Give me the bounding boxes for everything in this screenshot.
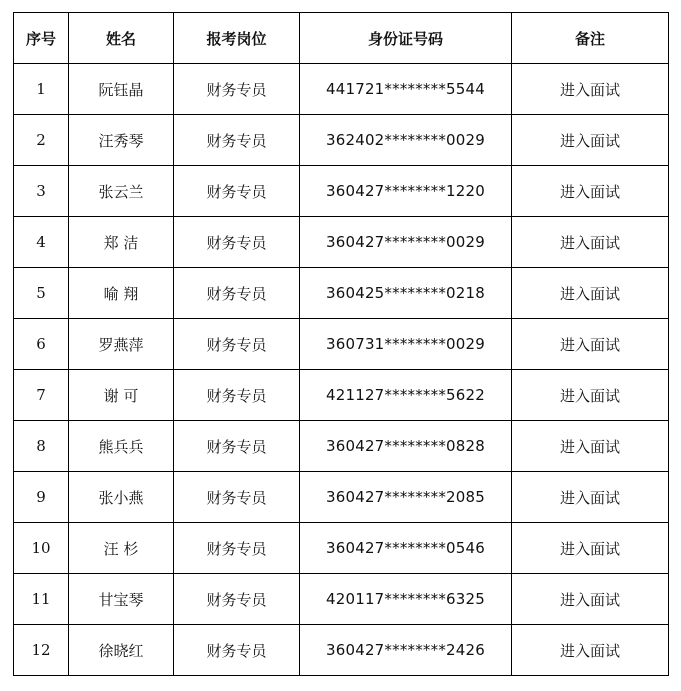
table-row — [14, 370, 669, 421]
row-id-number: 360427********0546 — [300, 523, 512, 574]
row-post: 财务专员 — [174, 625, 300, 676]
row-seq: 9 — [14, 472, 69, 523]
table-row — [14, 574, 669, 625]
row-seq: 10 — [14, 523, 69, 574]
row-id-number: 360731********0029 — [300, 319, 512, 370]
row-name: 郑 洁 — [69, 217, 174, 268]
row-note: 进入面试 — [512, 370, 669, 421]
row-note: 进入面试 — [512, 523, 669, 574]
header-name: 姓名 — [69, 13, 174, 64]
row-post: 财务专员 — [174, 166, 300, 217]
row-name: 汪秀琴 — [69, 115, 174, 166]
row-id-number: 360427********2085 — [300, 472, 512, 523]
row-seq: 1 — [14, 64, 69, 115]
row-note: 进入面试 — [512, 625, 669, 676]
row-id-number: 360427********1220 — [300, 166, 512, 217]
row-note: 进入面试 — [512, 217, 669, 268]
table-row — [14, 523, 669, 574]
table-row — [14, 319, 669, 370]
row-post: 财务专员 — [174, 64, 300, 115]
row-post: 财务专员 — [174, 115, 300, 166]
row-seq: 4 — [14, 217, 69, 268]
row-id-number: 421127********5622 — [300, 370, 512, 421]
row-name: 熊兵兵 — [69, 421, 174, 472]
row-id-number: 360427********0029 — [300, 217, 512, 268]
row-post: 财务专员 — [174, 472, 300, 523]
candidate-table — [13, 12, 669, 676]
table-row — [14, 64, 669, 115]
header-row — [14, 13, 669, 64]
table-row — [14, 268, 669, 319]
row-name: 汪 杉 — [69, 523, 174, 574]
header-id-number: 身份证号码 — [300, 13, 512, 64]
row-post: 财务专员 — [174, 523, 300, 574]
header-note: 备注 — [512, 13, 669, 64]
row-seq: 11 — [14, 574, 69, 625]
header-post: 报考岗位 — [174, 13, 300, 64]
row-note: 进入面试 — [512, 319, 669, 370]
row-post: 财务专员 — [174, 421, 300, 472]
row-seq: 12 — [14, 625, 69, 676]
row-seq: 7 — [14, 370, 69, 421]
row-post: 财务专员 — [174, 574, 300, 625]
row-note: 进入面试 — [512, 64, 669, 115]
row-name: 甘宝琴 — [69, 574, 174, 625]
row-note: 进入面试 — [512, 115, 669, 166]
row-post: 财务专员 — [174, 268, 300, 319]
table-row — [14, 166, 669, 217]
table-row — [14, 472, 669, 523]
row-name: 阮钰晶 — [69, 64, 174, 115]
row-id-number: 360427********2426 — [300, 625, 512, 676]
row-name: 罗燕萍 — [69, 319, 174, 370]
row-name: 张小燕 — [69, 472, 174, 523]
row-note: 进入面试 — [512, 472, 669, 523]
header-seq: 序号 — [14, 13, 69, 64]
row-note: 进入面试 — [512, 268, 669, 319]
row-id-number: 362402********0029 — [300, 115, 512, 166]
row-id-number: 420117********6325 — [300, 574, 512, 625]
row-note: 进入面试 — [512, 421, 669, 472]
row-post: 财务专员 — [174, 370, 300, 421]
row-note: 进入面试 — [512, 166, 669, 217]
row-post: 财务专员 — [174, 217, 300, 268]
row-seq: 6 — [14, 319, 69, 370]
row-name: 喻 翔 — [69, 268, 174, 319]
table-row — [14, 421, 669, 472]
row-id-number: 441721********5544 — [300, 64, 512, 115]
row-id-number: 360427********0828 — [300, 421, 512, 472]
row-note: 进入面试 — [512, 574, 669, 625]
row-post: 财务专员 — [174, 319, 300, 370]
row-id-number: 360425********0218 — [300, 268, 512, 319]
row-seq: 8 — [14, 421, 69, 472]
row-name: 谢 可 — [69, 370, 174, 421]
row-name: 张云兰 — [69, 166, 174, 217]
table-row — [14, 115, 669, 166]
table-row — [14, 217, 669, 268]
row-seq: 3 — [14, 166, 69, 217]
table-row — [14, 625, 669, 676]
row-seq: 2 — [14, 115, 69, 166]
row-name: 徐晓红 — [69, 625, 174, 676]
row-seq: 5 — [14, 268, 69, 319]
